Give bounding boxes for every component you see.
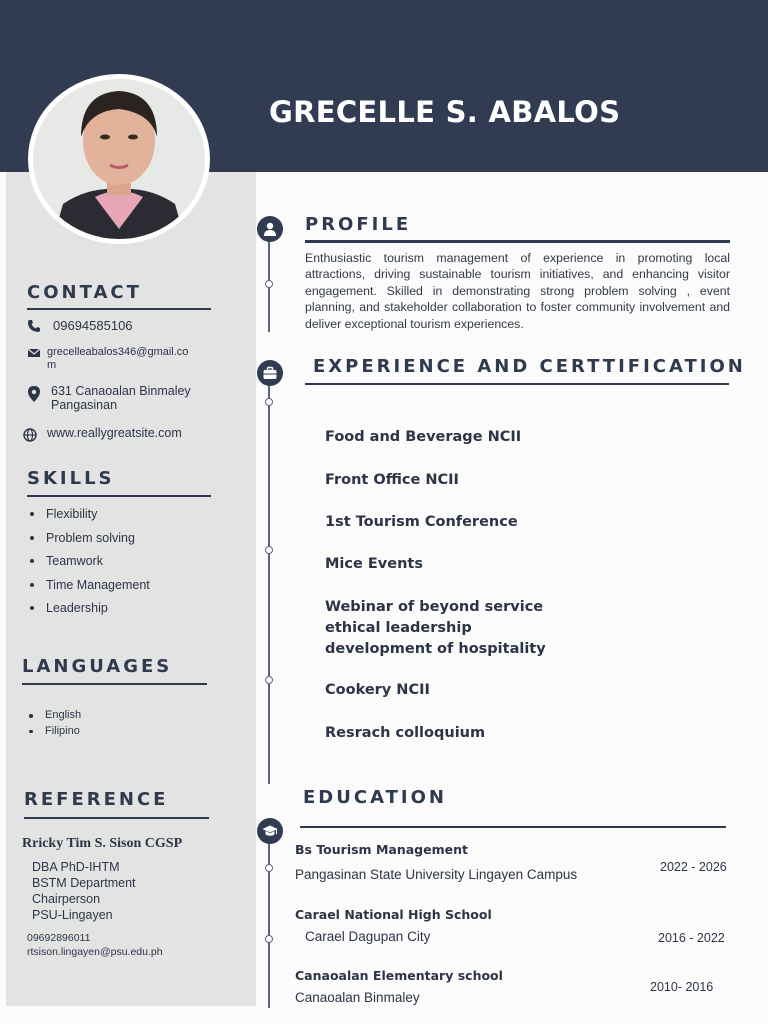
- reference-detail: DBA PhD-IHTM: [32, 860, 120, 874]
- phone-icon: [27, 319, 41, 333]
- reference-email: rtsison.lingayen@psu.edu.ph: [27, 946, 163, 958]
- skills-heading: SKILLS: [27, 468, 115, 489]
- timeline-line: [268, 384, 270, 784]
- education-school: Canaoalan Elementary school: [295, 968, 503, 983]
- experience-item: Food and Beverage NCII: [325, 429, 522, 445]
- skill-item: Problem solving: [28, 530, 150, 554]
- education-years: 2010- 2016: [650, 980, 714, 994]
- skill-item: Leadership: [28, 600, 150, 624]
- profile-summary: Enthusiastic tourism management of experience in promoting local attractions, driving sustainable tourism initiatives, and enhancing visitor engagement. Skilled in demonstrating strong problem solving , event planning, and stakeholder collaboration to foster community involvement and deliver exceptional tourism experiences.: [305, 251, 730, 331]
- location-icon: [27, 386, 41, 400]
- contact-email-line1: grecelleabalos346@gmail.co: [47, 346, 189, 358]
- profile-heading: PROFILE: [305, 214, 412, 235]
- contact-divider: [27, 308, 211, 310]
- timeline-dot: [265, 546, 273, 554]
- reference-phone: 09692896011: [27, 932, 91, 944]
- experience-item: Resrach colloquium: [325, 725, 486, 741]
- skills-divider: [27, 495, 211, 497]
- languages-divider: [22, 683, 207, 685]
- profile-photo: [33, 79, 205, 239]
- education-place: Pangasinan State University Lingayen Campus: [295, 867, 578, 882]
- contact-heading: CONTACT: [27, 282, 142, 303]
- reference-heading: REFERENCE: [24, 789, 169, 810]
- reference-detail: Chairperson: [32, 892, 101, 906]
- reference-detail: BSTM Department: [32, 876, 136, 890]
- education-years: 2016 - 2022: [658, 931, 725, 945]
- timeline-dot: [265, 398, 273, 406]
- education-heading: EDUCATION: [303, 787, 447, 808]
- person-icon: [257, 216, 283, 242]
- reference-detail: PSU-Lingayen: [32, 908, 113, 922]
- experience-item: Mice Events: [325, 556, 423, 572]
- experience-heading: EXPERIENCE AND CERTTIFICATION: [313, 356, 746, 377]
- timeline-dot: [265, 864, 273, 872]
- reference-divider: [24, 817, 209, 819]
- experience-item: Webinar of beyond service ethical leadership development of hospitality: [325, 599, 546, 657]
- timeline-dot: [265, 935, 273, 943]
- email-icon: [27, 346, 41, 360]
- skills-list: [28, 506, 150, 624]
- timeline-dot: [265, 280, 273, 288]
- experience-item: Front Office NCII: [325, 472, 459, 488]
- experience-item: Cookery NCII: [325, 682, 430, 698]
- skill-item: Teamwork: [28, 553, 150, 577]
- contact-address-line1: 631 Canaoalan Binmaley: [51, 384, 191, 398]
- skill-item: Flexibility: [28, 506, 150, 530]
- contact-address-line2: Pangasinan: [51, 398, 118, 412]
- education-years: 2022 - 2026: [660, 860, 727, 874]
- briefcase-icon: [257, 360, 283, 386]
- timeline-dot: [265, 676, 273, 684]
- language-item: Filipino: [27, 725, 81, 741]
- languages-heading: LANGUAGES: [22, 656, 173, 677]
- reference-name: Rricky Tim S. Sison CGSP: [22, 836, 183, 851]
- resume-name: GRECELLE S. ABALOS: [269, 95, 621, 129]
- education-place: Canaoalan Binmaley: [295, 990, 420, 1005]
- profile-divider: [305, 240, 730, 243]
- education-place: Carael Dagupan City: [305, 929, 431, 944]
- languages-list: [27, 709, 81, 740]
- globe-icon: [23, 428, 37, 442]
- contact-phone: 09694585106: [53, 318, 133, 333]
- education-school: Bs Tourism Management: [295, 842, 468, 857]
- graduation-cap-icon: [257, 818, 283, 844]
- experience-divider: [305, 383, 729, 385]
- skill-item: Time Management: [28, 577, 150, 601]
- education-divider: [300, 826, 726, 828]
- experience-item: 1st Tourism Conference: [325, 514, 518, 530]
- education-school: Carael National High School: [295, 907, 492, 922]
- language-item: English: [27, 709, 81, 725]
- contact-website: www.reallygreatsite.com: [47, 426, 182, 440]
- contact-email-line2: m: [47, 359, 57, 371]
